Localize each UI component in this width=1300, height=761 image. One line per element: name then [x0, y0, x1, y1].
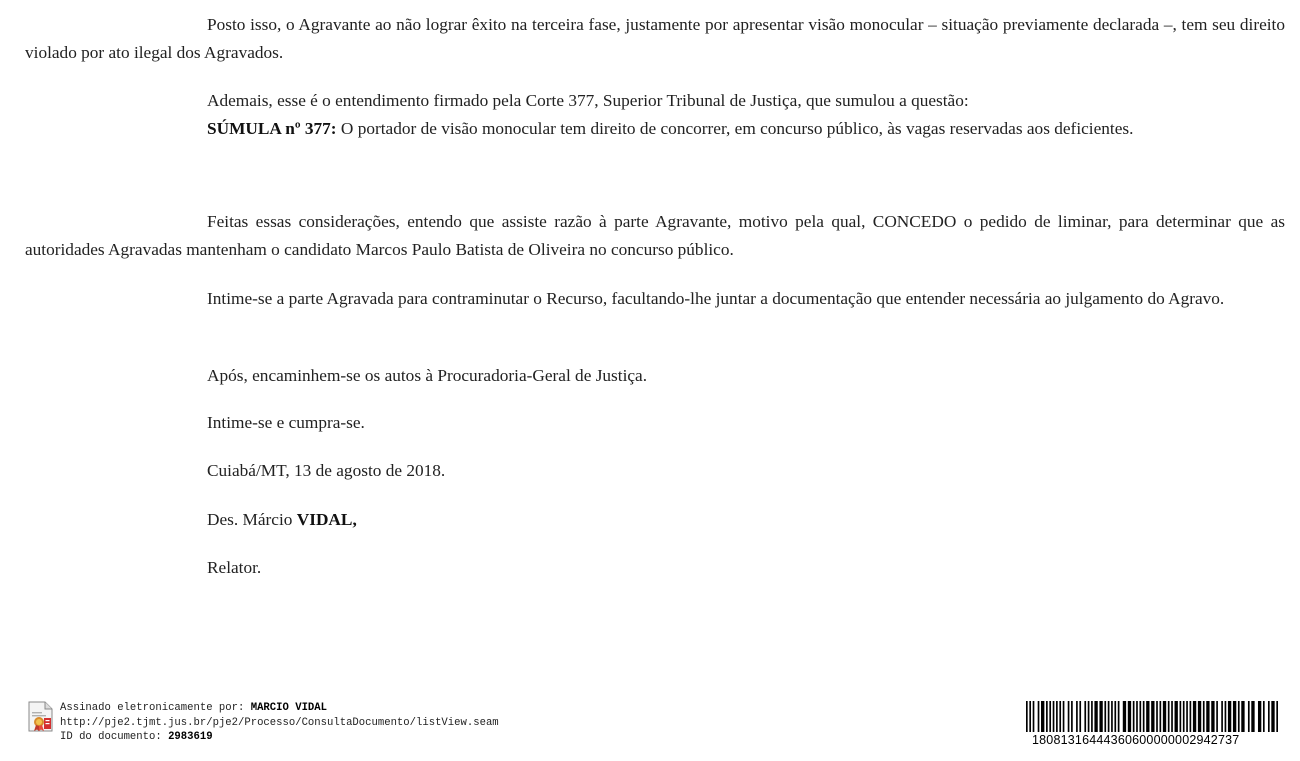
barcode-bar — [1268, 701, 1270, 732]
paragraph-ademais — [207, 87, 969, 115]
paragraph-posto-isso — [25, 11, 1285, 67]
barcode-bar — [1271, 701, 1274, 732]
paragraph-apos — [207, 362, 647, 390]
barcode-bar — [1143, 701, 1145, 732]
barcode-bar — [1251, 701, 1254, 732]
barcode-bar — [1233, 701, 1236, 732]
barcode-bar — [1118, 701, 1120, 732]
document-url[interactable]: http://pje2.tjmt.jus.br/pje2/Processo/ConsultaDocumento/listView.seam — [60, 716, 499, 729]
barcode-bar — [1114, 701, 1116, 732]
barcode-bar — [1099, 701, 1102, 732]
date-text: Cuiabá/MT, 13 de agosto de 2018. — [207, 461, 446, 480]
barcode-bar — [1076, 701, 1078, 732]
barcode-bar — [1248, 701, 1250, 732]
barcode-bar — [1146, 701, 1149, 732]
signed-by-name: MARCIO VIDAL — [250, 702, 328, 714]
barcode-bar — [1156, 701, 1158, 732]
barcode-bar — [1258, 701, 1261, 732]
barcode-bar — [1175, 701, 1178, 732]
sumula-quote — [207, 115, 1133, 143]
barcode-bar — [1136, 701, 1138, 732]
paragraph-intime-agravada — [25, 285, 1285, 313]
barcode-bar — [1186, 701, 1188, 732]
barcode-block — [1026, 701, 1278, 749]
barcode-bar — [1180, 701, 1182, 732]
signature-details — [60, 701, 499, 745]
paragraph-intime-cumpra — [207, 409, 365, 437]
barcode-bar — [1111, 701, 1113, 732]
document-id: 2983619 — [168, 731, 213, 743]
barcode-bar — [1221, 701, 1223, 732]
signer-name: VIDAL, — [296, 510, 357, 529]
barcode-bar — [1029, 701, 1031, 732]
barcode-bar — [1206, 701, 1209, 732]
barcode-bar — [1133, 701, 1135, 732]
paragraph-text: Intime-se a parte Agravada para contraminutar o Recurso, facultando-lhe juntar a documentação que entender necessária ao julgamento do Agravo. — [207, 289, 1225, 308]
paragraph-text: Feitas essas considerações, entendo que assiste razão à parte Agravante, motivo pela qual, CONCEDO o pedido de liminar, para determinar que as autoridades Agravadas mantenham o candidato Marcos Paulo Batista de Oliveira no concurso público. — [25, 212, 1285, 259]
barcode-bar — [1171, 701, 1173, 732]
barcode-bar — [1163, 701, 1166, 732]
barcode-bar — [1063, 701, 1065, 732]
barcode-bar — [1041, 701, 1044, 732]
signed-by-line — [60, 701, 499, 716]
signed-document-icon — [27, 701, 54, 732]
barcode-bar — [1108, 701, 1110, 732]
barcode-bar — [1104, 701, 1106, 732]
barcode-bar — [1193, 701, 1196, 732]
sumula-label: SÚMULA nº 377: — [207, 119, 337, 138]
date-line — [207, 457, 445, 485]
barcode-bar — [1190, 701, 1192, 732]
barcode-bar — [1203, 701, 1205, 732]
document-id-line — [60, 730, 499, 745]
sumula-text: O portador de visão monocular tem direito de concorrer, em concurso público, às vagas reservadas aos deficientes. — [336, 119, 1134, 138]
signature-footer — [27, 701, 727, 749]
barcode-bar — [1168, 701, 1170, 732]
barcode-bar — [1128, 701, 1131, 732]
barcode-bar — [1151, 701, 1154, 732]
barcode-bar — [1160, 701, 1162, 732]
barcode-bar — [1053, 701, 1055, 732]
paragraph-text: Após, encaminhem-se os autos à Procuradoria-Geral de Justiça. — [207, 366, 648, 385]
barcode-bar — [1211, 701, 1214, 732]
paragraph-text: Ademais, esse é o entendimento firmado pela Corte 377, Superior Tribunal de Justiça, que sumulou a questão: — [207, 91, 969, 110]
barcode-number: 18081316444360600000002942737 — [1032, 733, 1240, 747]
barcode-bar — [1084, 701, 1086, 732]
signer-line — [207, 506, 357, 534]
barcode-bar — [1088, 701, 1090, 732]
barcode-bar — [1139, 701, 1141, 732]
barcode-bar — [1263, 701, 1265, 732]
barcode-bar — [1079, 701, 1081, 732]
barcode-bar — [1059, 701, 1061, 732]
barcode-bar — [1094, 701, 1097, 732]
document-id-label: ID do documento: — [60, 731, 169, 743]
barcode-bar — [1225, 701, 1227, 732]
barcode-bar — [1216, 701, 1218, 732]
role-text: Relator. — [207, 558, 262, 577]
signed-by-label: Assinado eletronicamente por: — [60, 702, 251, 714]
barcode-bar — [1183, 701, 1185, 732]
barcode-bar — [1091, 701, 1093, 732]
barcode-bar — [1038, 701, 1040, 732]
barcode-bar — [1241, 701, 1244, 732]
paragraph-text: Intime-se e cumpra-se. — [207, 413, 365, 432]
barcode-bar — [1049, 701, 1051, 732]
barcode-bar — [1046, 701, 1048, 732]
barcode-bar — [1056, 701, 1058, 732]
barcode-bar — [1026, 701, 1028, 732]
barcode-bar — [1123, 701, 1126, 732]
barcode-bar — [1198, 701, 1201, 732]
paragraph-decision — [25, 208, 1285, 264]
paragraph-text: Posto isso, o Agravante ao não lograr êxito na terceira fase, justamente por apresentar visão monocular – situação previamente declarada –, tem seu direito violado por ato ilegal dos Agravados. — [25, 15, 1285, 62]
barcode-bar — [1068, 701, 1070, 732]
barcode-bar — [1033, 701, 1035, 732]
barcode-bar — [1071, 701, 1073, 732]
barcode-bar — [1276, 701, 1278, 732]
barcode-image — [1026, 701, 1278, 732]
barcode-bar — [1228, 701, 1231, 732]
role-line — [207, 554, 261, 582]
barcode-bar — [1238, 701, 1240, 732]
signer-prefix: Des. Márcio — [207, 510, 297, 529]
